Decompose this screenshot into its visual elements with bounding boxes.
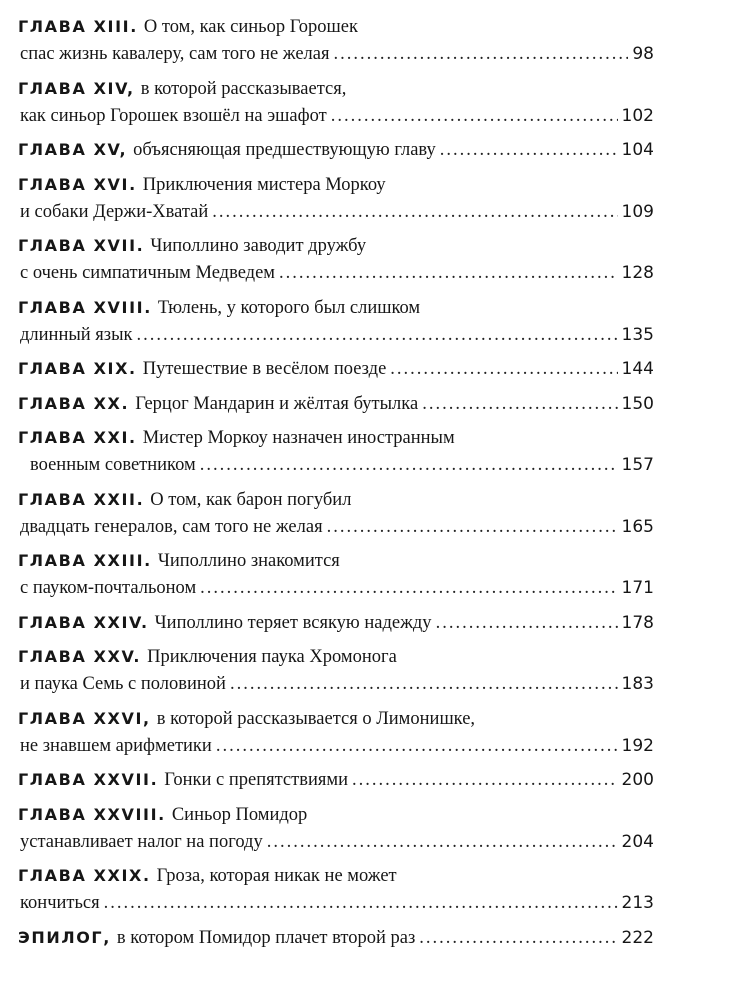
chapter-title-continued: и паука Семь с половиной <box>20 674 226 694</box>
dot-leader <box>200 452 618 479</box>
chapter-title: Тюлень, у которого был слишком <box>157 297 421 318</box>
table-of-contents <box>18 13 654 958</box>
toc-entry <box>18 424 654 478</box>
dot-leader <box>440 137 618 164</box>
page-number: 192 <box>621 735 654 756</box>
chapter-title: в которой рассказывается, <box>140 78 347 99</box>
toc-entry <box>18 75 654 129</box>
dot-leader <box>422 391 617 418</box>
chapter-label: ГЛАВА XXVIII. <box>18 804 166 824</box>
chapter-label: ГЛАВА XXII. <box>18 489 145 509</box>
page-number: 150 <box>621 393 654 414</box>
dot-leader <box>267 829 618 856</box>
chapter-title: О том, как барон погубил <box>150 489 352 510</box>
chapter-title: в которой рассказывается о Лимонишке, <box>156 708 476 729</box>
dot-leader <box>390 356 617 383</box>
toc-entry <box>18 232 654 286</box>
toc-entry <box>18 705 654 759</box>
chapter-title: О том, как синьор Горошек <box>143 17 358 37</box>
toc-entry <box>18 171 654 225</box>
page-number: 157 <box>621 455 654 475</box>
dot-leader <box>212 199 617 226</box>
page-number: 144 <box>621 359 654 379</box>
toc-entry <box>18 390 654 417</box>
chapter-label: ГЛАВА XVIII. <box>18 297 152 317</box>
page-number: 104 <box>621 140 654 160</box>
chapter-title-continued: двадцать генералов, сам того не желая <box>20 516 323 537</box>
toc-entry <box>18 547 654 601</box>
chapter-label: ГЛАВА XVI. <box>18 174 137 194</box>
toc-entry <box>18 643 654 697</box>
chapter-label: ГЛАВА XVII. <box>18 236 145 255</box>
chapter-title-continued: с пауком-почтальоном <box>20 578 197 598</box>
epilogue-label: ЭПИЛОГ, <box>18 927 111 947</box>
toc-entry <box>18 13 654 67</box>
toc-entry <box>18 924 654 951</box>
page-number: 204 <box>621 831 654 852</box>
chapter-title: Гонки с препятствиями <box>164 770 348 790</box>
chapter-title-continued: с очень симпатичным Медведем <box>20 263 275 283</box>
page-number: 178 <box>621 612 654 633</box>
chapter-label: ГЛАВА XXIX. <box>18 866 151 885</box>
chapter-label: ГЛАВА XIII. <box>18 17 138 36</box>
page-number: 165 <box>621 516 654 537</box>
dot-leader <box>436 610 618 637</box>
page-number: 171 <box>621 578 654 598</box>
page-number: 200 <box>621 770 654 790</box>
dot-leader <box>279 260 618 287</box>
chapter-title: Чиполлино теряет всякую надежду <box>154 612 432 633</box>
page-number: 222 <box>621 927 654 948</box>
dot-leader <box>137 322 618 349</box>
dot-leader <box>352 767 618 794</box>
dot-leader <box>331 103 618 130</box>
chapter-title-continued: спас жизнь кавалеру, сам того не желая <box>20 44 330 64</box>
chapter-title: в котором Помидор плачет второй раз <box>116 927 416 948</box>
toc-entry <box>18 136 654 163</box>
chapter-label: ГЛАВА XX. <box>18 393 130 413</box>
toc-entry <box>18 294 654 348</box>
dot-leader <box>216 733 618 760</box>
chapter-label: ГЛАВА XXI. <box>18 428 137 447</box>
page-number: 128 <box>621 263 654 283</box>
dot-leader <box>104 890 618 917</box>
toc-entry <box>18 862 654 916</box>
toc-entry <box>18 766 654 793</box>
toc-entry <box>18 609 654 636</box>
chapter-title-continued: как синьор Горошек взошёл на эшафот <box>20 105 327 126</box>
dot-leader <box>334 41 629 68</box>
chapter-label: ГЛАВА XXVII. <box>18 770 159 789</box>
chapter-title: Синьор Помидор <box>171 804 308 825</box>
page-number: 102 <box>621 105 654 126</box>
chapter-title: Гроза, которая никак не может <box>156 866 397 886</box>
chapter-title-continued: длинный язык <box>20 324 133 345</box>
chapter-title-continued: устанавливает налог на погоду <box>20 831 263 852</box>
chapter-label: ГЛАВА XXV. <box>18 647 142 666</box>
chapter-title-continued: военным советником <box>30 455 196 475</box>
toc-entry <box>18 355 654 382</box>
toc-entry <box>18 801 654 855</box>
chapter-label: ГЛАВА XV, <box>18 140 128 159</box>
dot-leader <box>230 671 618 698</box>
chapter-title: Мистер Моркоу назначен иностранным <box>142 428 455 448</box>
chapter-title: Чиполлино заводит дружбу <box>150 236 367 256</box>
chapter-title-continued: кончиться <box>20 893 100 913</box>
chapter-label: ГЛАВА XXVI, <box>18 708 151 728</box>
chapter-title-continued: и собаки Держи-Хватай <box>20 201 209 222</box>
chapter-title: Герцог Мандарин и жёлтая бутылка <box>135 393 419 414</box>
page-number: 213 <box>621 893 654 913</box>
chapter-title: Чиполлино знакомится <box>157 551 340 571</box>
chapter-label: ГЛАВА XIX. <box>18 359 137 378</box>
chapter-title: Приключения паука Хромонога <box>147 647 397 667</box>
dot-leader <box>419 925 617 952</box>
dot-leader <box>200 575 617 602</box>
chapter-title-continued: не знавшем арифметики <box>20 735 212 756</box>
dot-leader <box>327 514 618 541</box>
page-number: 98 <box>632 44 654 64</box>
chapter-label: ГЛАВА XXIV. <box>18 612 149 632</box>
page-number: 183 <box>621 674 654 694</box>
chapter-title: Приключения мистера Моркоу <box>142 174 386 195</box>
chapter-title: Путешествие в весёлом поезде <box>142 359 387 379</box>
toc-entry <box>18 486 654 540</box>
chapter-title: объясняющая предшествующую главу <box>133 140 436 160</box>
chapter-label: ГЛАВА XXIII. <box>18 551 152 570</box>
page-number: 135 <box>621 324 654 345</box>
page-number: 109 <box>621 201 654 222</box>
chapter-label: ГЛАВА XIV, <box>18 78 135 98</box>
